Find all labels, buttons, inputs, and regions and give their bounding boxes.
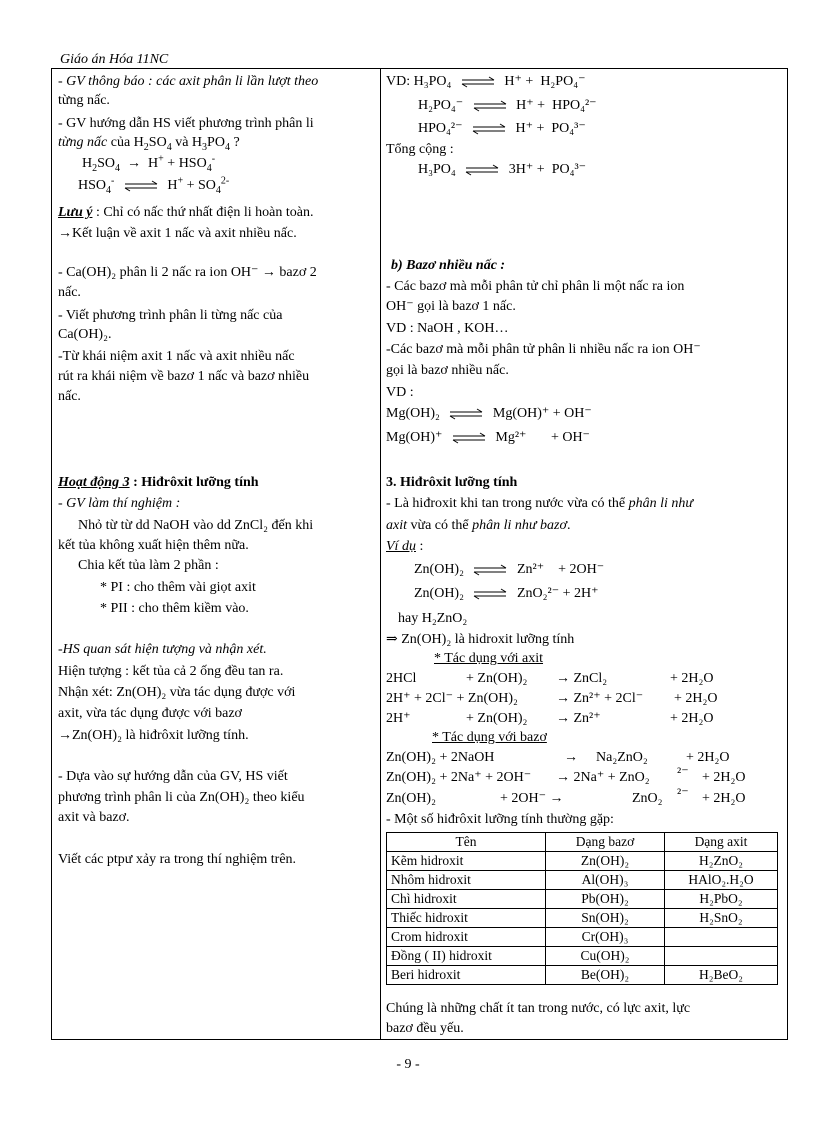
page-number: - 9 -: [396, 1057, 420, 1072]
text-line: Chúng là những chất ít tan trong nước, có lực axit, lực: [386, 1001, 691, 1016]
table-header-row: [387, 833, 778, 852]
table-row: [387, 890, 778, 909]
equation: ²⁻: [677, 787, 689, 802]
text-line: phương trình phân li của Zn(OH)₂ theo kiểu: [58, 790, 305, 805]
equation: 2H⁺ + 2Cl⁻ + Zn(OH)₂: [386, 691, 518, 706]
text-span: H₃PO₄: [413, 74, 452, 89]
text-span: HPO₄²⁻: [552, 98, 597, 113]
text-line: [386, 516, 570, 535]
text-line: - Một số hiđrôxit lưỡng tính thường gặp:: [386, 812, 614, 827]
text-span: PO₄³⁻: [551, 162, 587, 177]
text-span: .: [566, 518, 571, 533]
equation: + Zn(OH)₂: [466, 711, 528, 726]
equation: [386, 428, 590, 447]
table-row: [387, 928, 778, 947]
table-cell: Sn(OH)₂: [546, 909, 665, 928]
page-header: Giáo án Hóa 11NC: [60, 52, 169, 67]
equation: $HSO_4^-$ $H^+ + SO_4^{2-}$: [78, 175, 230, 196]
equilibrium-arrow-icon: [449, 408, 483, 420]
text-span: ZnO₂²⁻ + 2H⁺: [516, 586, 599, 601]
text-line: Tổng cộng :: [386, 142, 454, 157]
table-cell: H₂SnO₂: [665, 909, 778, 928]
equation: + 2H₂O: [670, 711, 714, 726]
table-cell: Be(OH)₂: [546, 966, 665, 985]
text-line: - Dựa vào sự hướng dẫn của GV, HS viết: [58, 769, 288, 784]
text-line: [386, 537, 423, 556]
table-row: [387, 909, 778, 928]
equation: + 2H₂O: [670, 671, 714, 686]
equation: ZnO₂: [632, 791, 663, 806]
equilibrium-arrow-icon: [124, 180, 158, 192]
table-cell: Kẽm hidroxit: [387, 852, 546, 871]
text-line: bazơ đều yếu.: [386, 1021, 464, 1036]
text-span: Zn(OH)₂: [414, 586, 464, 601]
text-span: vừa có thể: [407, 518, 473, 533]
equilibrium-arrow-icon: [473, 564, 507, 576]
equation: Zn(OH)₂ + 2NaOH: [386, 750, 495, 765]
text-line: gọi là bazơ nhiều nấc.: [386, 363, 509, 378]
equation: + 2H₂O: [702, 791, 746, 806]
text-span: PO: [207, 135, 225, 150]
equation: + 2H₂O: [686, 750, 730, 765]
equation: 2H⁺: [386, 711, 411, 726]
text-span: : Hiđrôxit lưỡng tính: [129, 475, 259, 490]
text-span: Zn²⁺: [516, 562, 545, 577]
text-span: Mg(OH)⁺: [386, 430, 443, 445]
equation: → Zn²⁺ + 2Cl⁻: [556, 691, 644, 706]
equilibrium-arrow-icon: [473, 100, 507, 112]
equilibrium-arrow-icon: [461, 76, 495, 88]
equilibrium-arrow-icon: [465, 164, 499, 176]
table-row: [387, 966, 778, 985]
equation: + Zn(OH)₂: [466, 671, 528, 686]
equation: + 2H₂O: [674, 691, 718, 706]
text-line: từng nấc của $H_2SO_4$ và $H_3PO_4$ ?: [58, 135, 240, 153]
equation: Zn(OH)₂ + 2Na⁺ + 2OH⁻: [386, 770, 532, 785]
table-cell: Al(OH)₃: [546, 871, 665, 890]
text-span: + 2OH⁻: [558, 562, 605, 577]
text-line: -HS quan sát hiện tượng và nhận xét.: [58, 642, 267, 657]
text-line: Nhận xét: Zn(OH)₂ vừa tác dụng được với: [58, 685, 296, 700]
text-line: * Tác dụng với axit: [434, 651, 544, 666]
text-span: Lưu ý: [58, 205, 93, 220]
text-span: H₂PO₄⁻: [540, 74, 586, 89]
section-heading: 3. Hiđrôxit lưỡng tính: [386, 475, 518, 490]
equation: 2HCl: [386, 671, 417, 686]
equation: [386, 404, 592, 423]
table-cell: Chì hidroxit: [387, 890, 546, 909]
equation: → Zn²⁺: [556, 711, 601, 726]
text-line: nấc.: [58, 285, 81, 300]
text-line: - GV thông báo : các axit phân li lần lượt theo: [58, 74, 319, 89]
column-header: Dạng bazơ: [546, 833, 665, 852]
column-divider: [380, 68, 381, 1040]
equation: ²⁻: [677, 766, 689, 781]
table-cell: HAlO₂.H₂O: [665, 871, 778, 890]
table-cell: [665, 947, 778, 966]
text-line: * Tác dụng với bazơ: [432, 730, 547, 745]
text-span: Mg²⁺: [495, 430, 527, 445]
equation: → ZnCl₂: [556, 671, 608, 686]
text-line: từng nấc.: [58, 93, 110, 108]
text-span: H₂PO₄⁻: [418, 98, 464, 113]
text-line: - Ca(OH)₂ phân li 2 nấc ra ion OH⁻ → bazơ 2: [58, 265, 317, 280]
text-span: VD:: [386, 74, 411, 89]
text-line: Nhỏ từ từ dd NaOH vào dd ZnCl₂ đến khi: [78, 518, 314, 533]
text-line: Chia kết tủa làm 2 phần :: [78, 558, 219, 573]
equilibrium-arrow-icon: [452, 432, 486, 444]
text-line: Ca(OH)₂.: [58, 327, 112, 342]
text-span: PO₄³⁻: [551, 121, 586, 136]
equation: [418, 160, 586, 179]
text-line: rút ra khái niệm về bazơ 1 nấc và bazơ nhiều: [58, 369, 310, 384]
equation: + 2H₂O: [702, 770, 746, 785]
equation: →: [564, 750, 578, 765]
text-line: Hiện tượng : kết tủa cả 2 ống đều tan ra.: [58, 664, 284, 679]
table-cell: [665, 928, 778, 947]
text-span: + OH⁻: [550, 430, 590, 445]
text-span: Ví dụ: [386, 539, 416, 554]
text-span: Mg(OH)⁺ + OH⁻: [492, 406, 592, 421]
text-line: -Các bazơ mà mỗi phân tử phân li nhiều nấc ra ion OH⁻: [386, 342, 701, 357]
table-cell: H₂PbO₂: [665, 890, 778, 909]
text-span: từng nấc: [58, 135, 108, 150]
table-row: [387, 852, 778, 871]
text-span: SO: [148, 135, 167, 150]
text-line: axit và bazơ.: [58, 810, 130, 825]
text-span: H⁺ +: [504, 74, 534, 89]
text-span: : Chỉ có nấc thứ nhất điện li hoàn toàn.: [92, 205, 314, 220]
table-cell: H₂BeO₂: [665, 966, 778, 985]
text-line: OH⁻ gọi là bazơ 1 nấc.: [386, 299, 516, 314]
text-span: axit: [386, 518, 407, 533]
table-cell: Thiếc hidroxit: [387, 909, 546, 928]
text-line: →Kết luận về axit 1 nấc và axit nhiều nấc.: [58, 226, 297, 241]
equilibrium-arrow-icon: [472, 123, 506, 135]
equation: [418, 119, 586, 138]
text-line: * PII : cho thêm kiềm vào.: [100, 601, 249, 616]
text-span: :: [415, 539, 424, 554]
text-span: phân li như bazơ: [472, 518, 567, 533]
equilibrium-arrow-icon: [473, 588, 507, 600]
text-span: phân li như: [628, 496, 694, 511]
column-header: Tên: [387, 833, 546, 852]
text-line: - GV hướng dẫn HS viết phương trình phân li: [58, 116, 314, 131]
equation: [386, 72, 585, 91]
table-cell: Crom hidroxit: [387, 928, 546, 947]
table-cell: Pb(OH)₂: [546, 890, 665, 909]
table-cell: Cr(OH)₃: [546, 928, 665, 947]
text-span: Hoạt động 3: [58, 475, 130, 490]
text-line: axit, vừa tác dụng được với bazơ: [58, 706, 242, 721]
table-cell: Nhôm hidroxit: [387, 871, 546, 890]
text-line: - Viết phương trình phân li từng nấc của: [58, 308, 283, 323]
equation: Zn(OH)₂: [386, 791, 436, 806]
text-span: Zn(OH)₂: [414, 562, 464, 577]
section-heading: [58, 473, 259, 492]
text-span: và H: [171, 135, 203, 150]
equation: → 2Na⁺ + ZnO₂: [556, 770, 650, 785]
text-line: - Các bazơ mà mỗi phân tử chỉ phân li một nấc ra ion: [386, 279, 685, 294]
table-cell: H₂ZnO₂: [665, 852, 778, 871]
section-heading: b) Bazơ nhiều nấc :: [391, 258, 506, 273]
text-line: ⇒ Zn(OH)₂ là hidroxit lưỡng tính: [386, 632, 575, 647]
text-span: H⁺ +: [516, 98, 546, 113]
table-cell: Beri hidroxit: [387, 966, 546, 985]
text-line: -Từ khái niệm axit 1 nấc và axit nhiều nấc: [58, 349, 295, 364]
text-span: - Là hiđroxit khi tan trong nước vừa có thể: [386, 496, 629, 511]
text-span: H⁺ +: [515, 121, 545, 136]
text-line: →Zn(OH)₂ là hiđrôxit lưỡng tính.: [58, 728, 249, 743]
equation: + 2OH⁻ →: [500, 791, 564, 806]
table-row: [387, 871, 778, 890]
text-span: H₃PO₄: [418, 162, 456, 177]
text-line: VD : NaOH , KOH…: [386, 321, 509, 336]
text-line: kết tủa không xuất hiện thêm nữa.: [58, 538, 249, 553]
text-line: VD :: [386, 385, 414, 400]
equation: [414, 560, 604, 579]
equation: [418, 96, 597, 115]
table-cell: Cu(OH)₂: [546, 947, 665, 966]
column-header: Dạng axit: [665, 833, 778, 852]
amphoteric-hydroxides-table: [386, 832, 778, 985]
table-cell: Đồng ( II) hidroxit: [387, 947, 546, 966]
equation: [414, 584, 599, 603]
text-line: Viết các ptpư xảy ra trong thí nghiệm trên.: [58, 852, 297, 867]
table-cell: Zn(OH)₂: [546, 852, 665, 871]
text-span: Mg(OH)₂: [386, 406, 440, 421]
text-line: - GV làm thí nghiệm :: [58, 496, 181, 511]
equation: Na₂ZnO₂: [596, 750, 648, 765]
text-line: [58, 203, 314, 222]
text-span: HPO₄²⁻: [418, 121, 463, 136]
text-span: của H: [107, 135, 144, 150]
table-row: [387, 947, 778, 966]
text-line: * PI : cho thêm vài giọt axit: [100, 580, 256, 595]
text-line: nấc.: [58, 389, 81, 404]
text-line: hay H₂ZnO₂: [398, 611, 468, 626]
text-line: [386, 494, 693, 513]
equation: $H_2SO_4 \to H^+ + HSO_4^-$: [82, 153, 216, 174]
text-span: ?: [229, 135, 240, 150]
text-span: 3H⁺ +: [508, 162, 545, 177]
